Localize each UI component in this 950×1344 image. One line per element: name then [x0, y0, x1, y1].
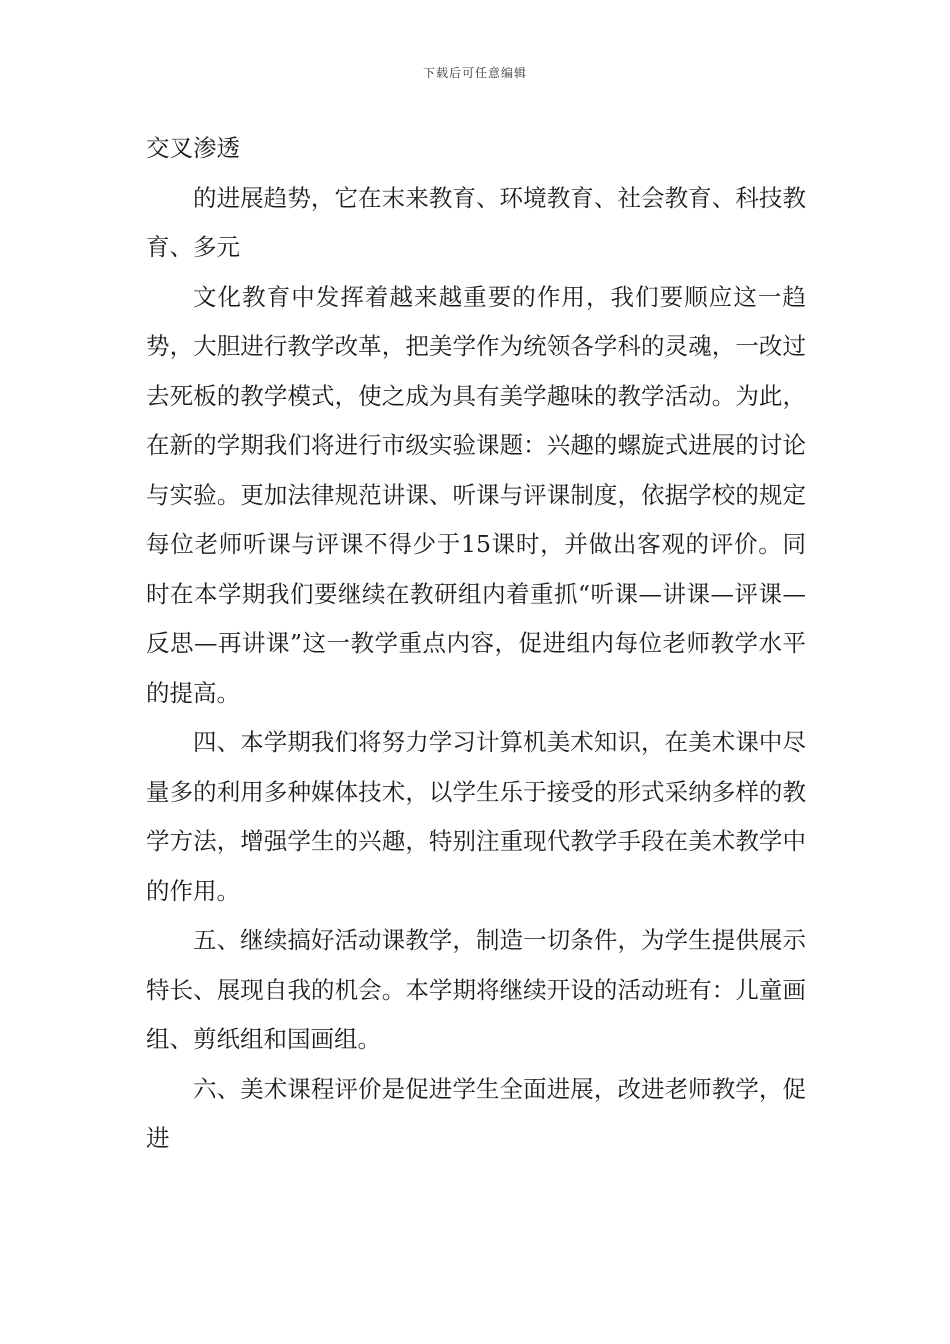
paragraph-5: 五、继续搞好活动课教学，制造一切条件，为学生提供展示特长、展现自我的机会。本学期将继续开设的活动班有：儿童画组、剪纸组和国画组。	[146, 926, 806, 1053]
paragraph-2: 的进展趋势，它在末来教育、环境教育、社会教育、科技教育、多元	[146, 183, 806, 261]
document-body	[146, 124, 806, 1164]
paragraph-4: 四、本学期我们将努力学习计算机美术知识，在美术课中尽量多的利用多种媒体技术，以学生乐于接受的形式采纳多样的教学方法，增强学生的兴趣，特别注重现代教学手段在美术教学中的作用。	[146, 728, 806, 905]
paragraph-3: 文化教育中发挥着越来越重要的作用，我们要顺应这一趋势，大胆进行教学改革，把美学作为统领各学科的灵魂，一改过去死板的教学模式，使之成为具有美学趣味的教学活动。为此，在新的学期我们将进行市级实验课题：兴趣的螺旋式进展的讨论与实验。更加法律规范讲课、听课与评课制度，依据学校的规定每位老师听课与评课不得少于15课时，并做出客观的评价。同时在本学期我们要继续在教研组内着重抓“听课—讲课—评课—反思—再讲课”这一教学重点内容，促进组内每位老师教学水平的提高。	[146, 282, 806, 707]
page-header: 下载后可任意编辑	[422, 66, 527, 80]
paragraph-1: 交叉渗透	[146, 134, 240, 162]
paragraph-6: 六、美术课程评价是促进学生全面进展，改进老师教学，促进	[146, 1074, 806, 1152]
